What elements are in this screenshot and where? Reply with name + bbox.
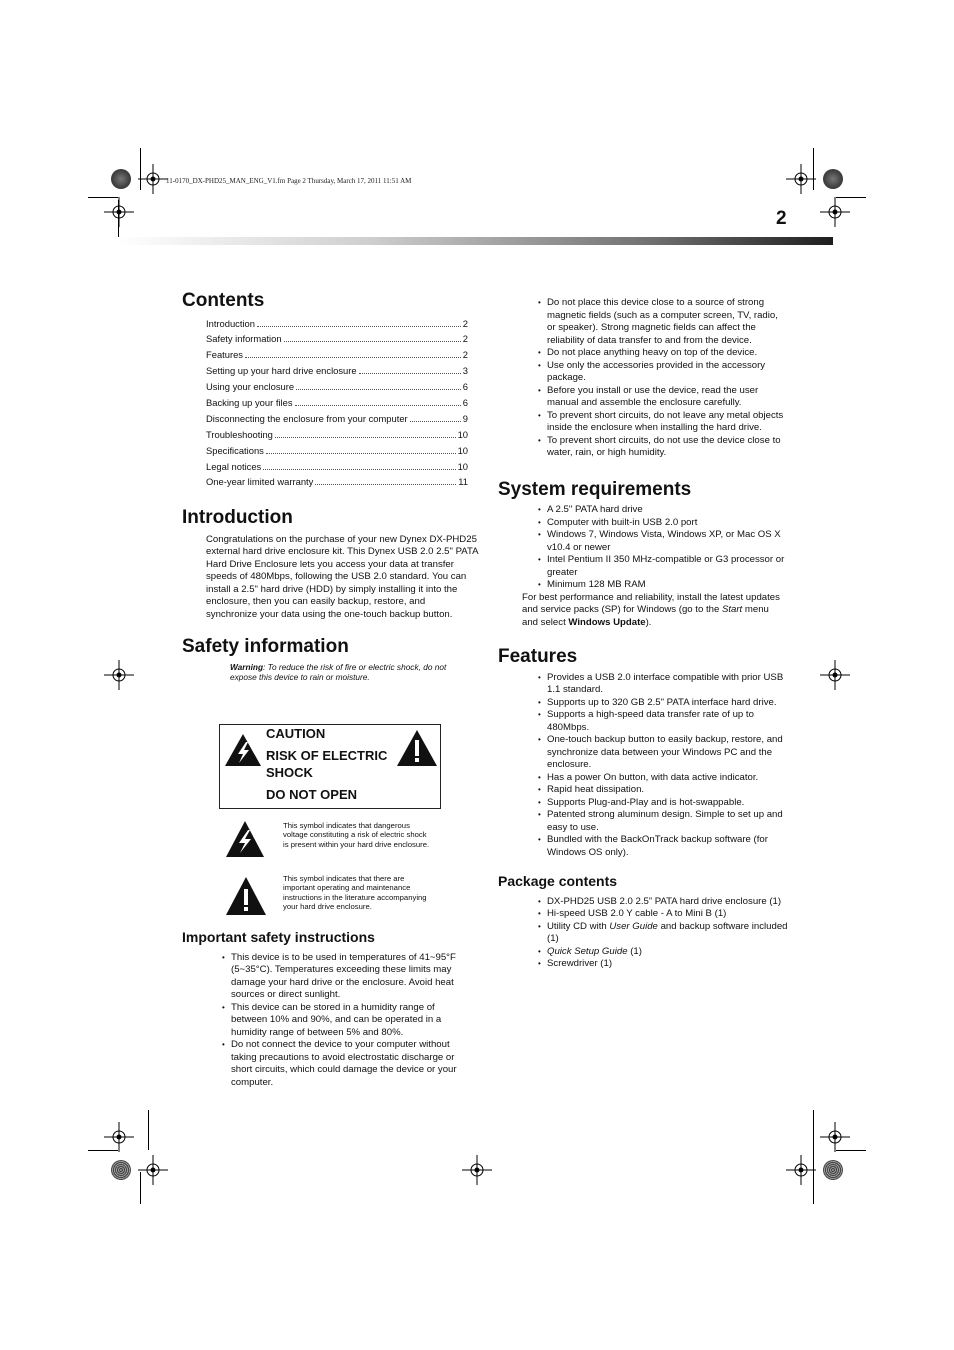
registration-dot-icon	[823, 169, 843, 189]
registration-crosshair-icon	[820, 1122, 850, 1152]
list-item: • Do not connect the device to your computer without taking precautions to avoid electrostatic discharge or short circuits, which could damage the device or your computer.	[231, 1039, 473, 1089]
registration-crosshair-icon	[104, 197, 134, 227]
list-item: • To prevent short circuits, do not leave any metal objects inside the enclosure when installing the hard drive.	[547, 410, 789, 435]
toc-item[interactable]: Legal notices 10	[206, 460, 468, 472]
registration-crosshair-icon	[462, 1155, 492, 1185]
file-slug: 11-0170_DX-PHD25_MAN_ENG_V1.fm Page 2 Thursday, March 17, 2011 11:51 AM	[166, 177, 412, 185]
warning-note: Warning: To reduce the risk of fire or electric shock, do not expose this device to rain or moisture.	[230, 661, 447, 683]
list-item: • Patented strong aluminum design. Simple to set up and easy to use.	[547, 809, 794, 834]
toc-item[interactable]: Backing up your files 6	[206, 396, 468, 408]
registration-crosshair-icon	[786, 164, 816, 194]
table-of-contents	[206, 318, 468, 493]
package-contents-list	[547, 896, 794, 971]
list-item: • Supports Plug-and-Play and is hot-swappable.	[547, 797, 794, 810]
registration-crosshair-icon	[104, 1122, 134, 1152]
list-item: • Use only the accessories provided in the accessory package.	[547, 360, 789, 385]
list-item: • One-touch backup button to easily backup, restore, and synchronize data between your Windows PC and the enclosure.	[547, 734, 794, 772]
exclamation-symbol-icon	[225, 876, 267, 916]
important-safety-section	[182, 931, 478, 1089]
list-item: • Supports a high-speed data transfer rate of up to 480Mbps.	[547, 709, 794, 734]
list-item: • Screwdriver (1)	[547, 958, 794, 971]
list-item: • Computer with built-in USB 2.0 port	[547, 517, 792, 530]
toc-item[interactable]: Setting up your hard drive enclosure 3	[206, 365, 468, 377]
list-item: • Do not place this device close to a source of strong magnetic fields (such as a computer screen, TV, radio, or speaker). Strong magnetic fields can affect the reliability of data transfer to and from the device.	[547, 297, 789, 347]
list-item: • Rapid heat dissipation.	[547, 784, 794, 797]
list-item: • A 2.5" PATA hard drive	[547, 504, 792, 517]
system-requirements-note: For best performance and reliability, install the latest updates and service packs (SP) for Windows (go to the Start menu and select Windows Update).	[522, 591, 780, 628]
toc-item[interactable]: Features 2	[206, 349, 468, 361]
registration-crosshair-icon	[820, 660, 850, 690]
toc-item[interactable]: One-year limited warranty 11	[206, 476, 468, 488]
registration-dot-icon	[823, 1160, 843, 1180]
toc-item[interactable]: Safety information 2	[206, 333, 468, 345]
list-item: • Provides a USB 2.0 interface compatible with prior USB 1.1 standard.	[547, 672, 794, 697]
registration-crosshair-icon	[104, 660, 134, 690]
list-item: • Quick Setup Guide (1)	[547, 946, 794, 959]
exclamation-warning-icon	[396, 729, 438, 767]
list-item: • Bundled with the BackOnTrack backup software (for Windows OS only).	[547, 834, 794, 859]
list-item: • Hi-speed USB 2.0 Y cable - A to Mini B (1)	[547, 908, 794, 921]
list-item: • DX-PHD25 USB 2.0 2.5” PATA hard drive enclosure (1)	[547, 896, 794, 909]
registration-dot-icon	[111, 169, 131, 189]
toc-item[interactable]: Introduction 2	[206, 317, 468, 329]
introduction-heading: Introduction	[182, 507, 293, 529]
registration-crosshair-icon	[138, 1155, 168, 1185]
registration-crosshair-icon	[138, 164, 168, 194]
registration-crosshair-icon	[786, 1155, 816, 1185]
list-item: • Has a power On button, with data active indicator.	[547, 772, 794, 785]
list-item: • Supports up to 320 GB 2.5" PATA interface hard drive.	[547, 697, 794, 710]
safety-continued-list	[547, 297, 789, 460]
package-contents-heading: Package contents	[498, 873, 618, 889]
list-item: • Windows 7, Windows Vista, Windows XP, or Mac OS X v10.4 or newer	[547, 529, 792, 554]
important-safety-heading: Important safety instructions	[182, 929, 375, 945]
important-safety-list	[231, 952, 473, 1090]
toc-item[interactable]: Disconnecting the enclosure from your computer 9	[206, 412, 468, 424]
list-item: • This device can be stored in a humidity range of between 10% and 90%, and can be operated in a humidity range of between 5% and 80%.	[231, 1002, 473, 1040]
system-requirements-heading: System requirements	[498, 478, 692, 500]
shock-symbol-description: This symbol indicates that dangerous voltage constituting a risk of electric shock is present within your hard drive enclosure.	[283, 821, 430, 849]
caution-box	[219, 724, 441, 809]
safety-heading: Safety information	[182, 636, 349, 658]
left-column	[182, 290, 478, 683]
page-number: 2	[776, 208, 787, 229]
system-requirements-list	[547, 504, 792, 592]
caution-text: CAUTION RISK OF ELECTRIC SHOCK DO NOT OPEN	[266, 726, 388, 802]
list-item: • Minimum 128 MB RAM	[547, 579, 792, 592]
list-item: • Do not place anything heavy on top of the device.	[547, 347, 789, 360]
features-heading: Features	[498, 646, 578, 667]
right-column	[498, 297, 794, 971]
header-bar	[118, 237, 833, 245]
features-list	[547, 672, 794, 860]
contents-heading: Contents	[182, 290, 265, 311]
toc-item[interactable]: Specifications 10	[206, 444, 468, 456]
registration-crosshair-icon	[820, 197, 850, 227]
electric-shock-symbol-icon	[225, 820, 265, 858]
exclamation-symbol-description: This symbol indicates that there are important operating and maintenance instructions in the literature accompanying your hard drive enclosure.	[283, 874, 427, 912]
registration-dot-icon	[111, 1160, 131, 1180]
list-item: • Utility CD with User Guide and backup software included (1)	[547, 921, 794, 946]
toc-item[interactable]: Troubleshooting 10	[206, 428, 468, 440]
list-item: • Before you install or use the device, read the user manual and assemble the enclosure carefully.	[547, 385, 789, 410]
list-item: • Intel Pentium II 350 MHz-compatible or G3 processor or greater	[547, 554, 792, 579]
introduction-body: Congratulations on the purchase of your new Dynex DX-PHD25 external hard drive enclosure kit. This Dynex USB 2.0 2.5" PATA Hard Drive Enclosure lets you access your data at transfer speeds of 480Mbps, following the USB 2.0 standard. You can install a 2.5" hard drive (HDD) by simply installing it into the enclosure, then you can easily backup, restore, and synchronize your data using the one-touch backup button.	[206, 533, 478, 620]
toc-item[interactable]: Using your enclosure 6	[206, 381, 468, 393]
electric-shock-warning-icon	[224, 733, 262, 767]
list-item: • To prevent short circuits, do not use the device close to water, rain, or high humidity.	[547, 435, 789, 460]
list-item: • This device is to be used in temperatures of 41~95°F (5~35°C). Temperatures exceeding these limits may damage your hard drive or the enclosure. Avoid heat sources or direct sunlight.	[231, 952, 473, 1002]
